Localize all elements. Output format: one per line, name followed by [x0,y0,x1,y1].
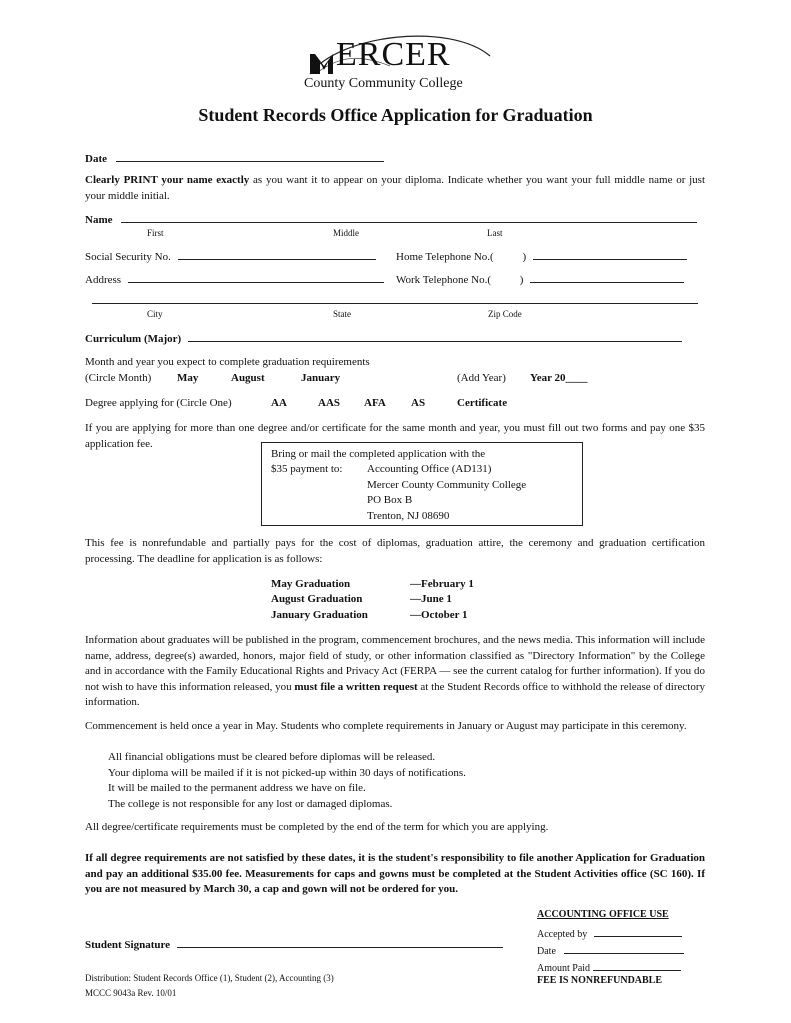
date-field[interactable] [116,151,384,162]
month-option-january[interactable]: January [301,372,341,384]
address-sub-city: City [147,309,163,319]
payment-box-line1: Bring or mail the completed application with the [271,448,486,460]
work-phone-field[interactable] [530,272,684,283]
payment-address-line: Mercer County Community College [367,479,527,491]
home-phone-field[interactable] [533,249,687,260]
signature-field[interactable] [177,937,503,948]
deadline-term: January Graduation [271,609,368,621]
page-title: Student Records Office Application for Graduation [198,105,593,125]
address-sub-state: State [333,309,351,319]
ssn-label: Social Security No. [85,251,171,263]
degree-option-aa[interactable]: AA [271,397,287,409]
degree-option-as[interactable]: AS [411,397,426,409]
signature-label: Student Signature [85,939,171,951]
curriculum-field[interactable] [188,331,682,342]
warning-note: If all degree requirements are not satisfied by these dates, it is the student's responsibility to file another Application for Graduation and pay an additional $35.00 fee. Measurements for caps and gowns must be completed at the Student Activities office (SC 160). If you are not measured by March 30, a cap and gown will not be ordered for you. [85,852,705,895]
commencement-bullet: The college is not responsible for any lost or damaged diplomas. [108,798,393,810]
ssn-row [85,249,376,264]
amount-paid-row: Amount Paid [537,960,681,975]
name-sub-middle: Middle [333,228,359,238]
month-option-august[interactable]: August [231,372,265,384]
signature-row [85,937,503,952]
home-phone-row: Home Telephone No.( ) [396,249,687,264]
deadline-date: —June 1 [410,593,452,605]
degree-label: Degree applying for (Circle One) [85,397,232,409]
address-label: Address [85,274,122,286]
year-field[interactable]: Year 20____ [530,372,588,384]
name-instruction: Clearly PRINT your name exactly as you want it to appear on your diploma. Indicate whether you want your full middle name or just your middle initial. [85,174,706,202]
commencement-bullet: It will be mailed to the permanent address we have on file. [108,782,366,794]
multiple-degree-note: If you are applying for more than one degree and/or certificate for the same month and year, you must fill out two forms and pay one $35 application fee. [85,422,705,450]
college-logo [300,26,500,98]
payment-address-line: Trenton, NJ 08690 [367,510,450,522]
completion-prompt: Month and year you expect to complete graduation requirements [85,356,370,368]
form-id-footer: MCCC 9043a Rev. 10/01 [85,988,177,998]
accounting-date-row: Date [537,943,684,958]
name-sub-last: Last [487,228,503,238]
date-row [85,151,384,166]
fee-nonrefundable-label: FEE IS NONREFUNDABLE [537,975,663,986]
home-phone-label: Home Telephone No.( [396,251,494,263]
name-label: Name [85,214,113,226]
circle-month-label: (Circle Month) [85,372,152,384]
accepted-by-field[interactable] [594,926,682,937]
directory-info-note: Information about graduates will be published in the program, commencement brochures, and the news media. This information will include name, address, degree(s) awarded, honors, major field of study, or other information classified as "Directory Information" by the College and in accordance with the Family Educational Rights and Privacy Act (FERPA — see the current catalog for further information). If you do not wish to have this information released, you must file a written request at the Student Records office to withhold the release of directory information. [85,634,706,708]
logo-wordmark: ERCER [336,36,451,73]
payment-address-line: PO Box B [367,494,413,506]
name-row [85,212,697,227]
address-row [85,272,384,287]
logo-subtitle: County Community College [304,76,463,91]
work-phone-label: Work Telephone No.( [396,274,491,286]
fee-note: This fee is nonrefundable and partially pays for the cost of diplomas, graduation attire, the ceremony and graduation certification processing. The deadline for application is as follows: [85,537,705,565]
payment-box [261,442,583,526]
commencement-bullet: All financial obligations must be cleared before diplomas will be released. [108,751,436,763]
payment-box-label: $35 payment to: [271,463,343,475]
accounting-heading: ACCOUNTING OFFICE USE [537,909,669,920]
name-field[interactable] [121,212,697,223]
deadline-date: —February 1 [410,578,474,590]
month-option-may[interactable]: May [177,372,199,384]
distribution-footer: Distribution: Student Records Office (1), Student (2), Accounting (3) [85,973,334,983]
commencement-bullet: Your diploma will be mailed if it is not picked-up within 30 days of notifications. [108,767,466,779]
address-sub-zip: Zip Code [488,309,522,319]
deadline-term: May Graduation [271,578,351,590]
deadline-date: —October 1 [410,609,468,621]
accepted-by-row: Accepted by [537,926,682,941]
work-phone-row: Work Telephone No.( ) [396,272,684,287]
curriculum-row [85,331,682,346]
degree-option-afa[interactable]: AFA [364,397,386,409]
payment-address-line: Accounting Office (AD131) [367,463,492,475]
name-sub-first: First [147,228,164,238]
curriculum-label: Curriculum (Major) [85,333,182,345]
commencement-note: Commencement is held once a year in May. Students who complete requirements in January or August may participate in this ceremony. [85,720,687,732]
accounting-date-field[interactable] [564,943,684,954]
requirements-note: All degree/certificate requirements must be completed by the end of the term for which you are applying. [85,821,549,833]
ssn-field[interactable] [178,249,376,260]
amount-paid-field[interactable] [593,960,681,971]
deadline-term: August Graduation [271,593,363,605]
address-field[interactable] [128,272,384,283]
city-state-zip-field[interactable] [92,302,698,304]
date-label: Date [85,153,107,165]
add-year-label: (Add Year) [457,372,506,384]
degree-option-aas[interactable]: AAS [318,397,341,409]
degree-option-certificate[interactable]: Certificate [457,397,508,409]
